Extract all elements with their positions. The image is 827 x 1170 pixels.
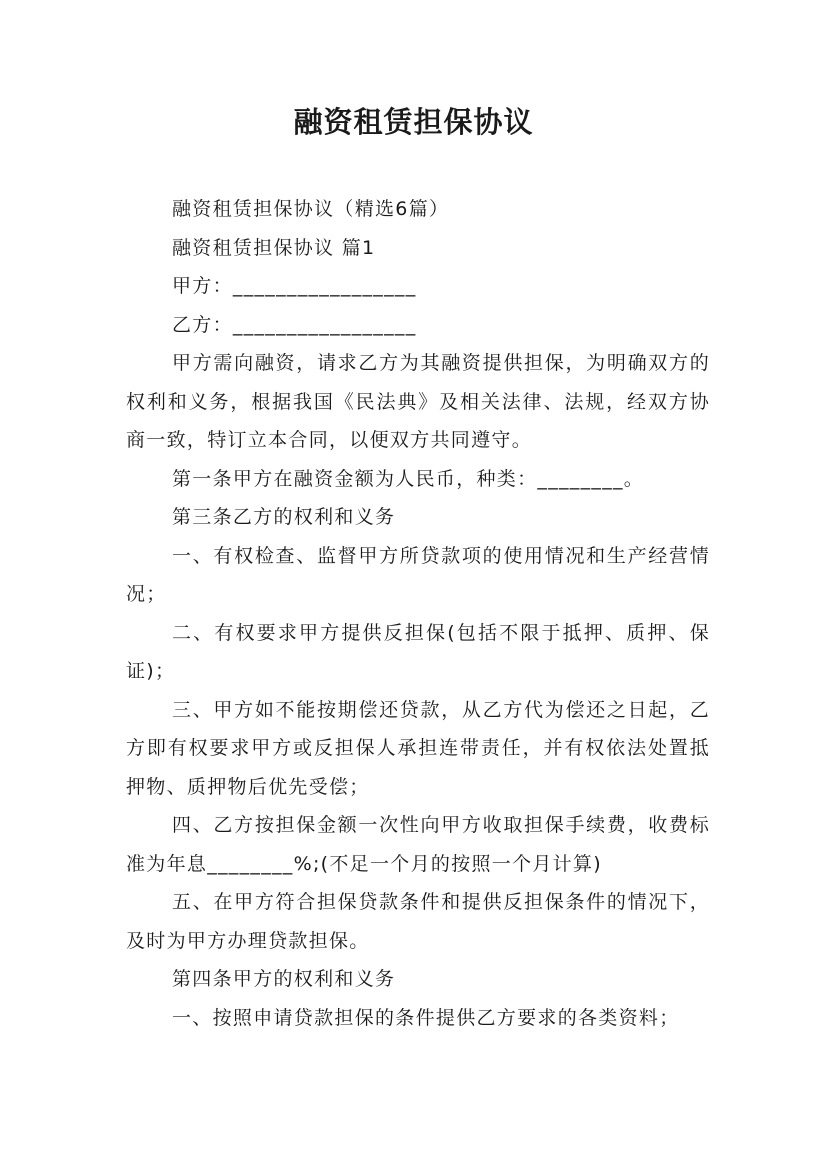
party-b-line: 乙方：_________________ xyxy=(172,313,417,336)
article-three-item-4: 四、乙方按担保金额一次性向甲方收取担保手续费，收费标准为年息________%;(不足一个月的按照一个月计算) xyxy=(126,814,710,875)
article-four-item-1: 一、按照申请贷款担保的条件提供乙方要求的各类资料； xyxy=(172,1006,680,1029)
paragraph-subtitle: 融资租赁担保协议（精选6篇） xyxy=(172,198,450,220)
paragraph-section-heading: 融资租赁担保协议 篇1 xyxy=(172,236,376,259)
document-body xyxy=(126,190,710,1037)
party-a-line: 甲方：_________________ xyxy=(172,275,417,297)
article-three-item-2: 二、有权要求甲方提供反担保(包括不限于抵押、质押、保证)； xyxy=(126,621,710,682)
article-four-heading: 第四条甲方的权利和义务 xyxy=(172,968,396,990)
document-title: 融资租赁担保协议 xyxy=(293,105,534,139)
article-three-item-5: 五、在甲方符合担保贷款条件和提供反担保条件的情况下，及时为甲方办理贷款担保。 xyxy=(126,891,710,952)
article-three-heading: 第三条乙方的权利和义务 xyxy=(172,506,396,528)
article-one: 第一条甲方在融资金额为人民币，种类：________。 xyxy=(172,467,645,490)
article-three-item-1: 一、有权检查、监督甲方所贷款项的使用情况和生产经营情况； xyxy=(126,544,710,605)
paragraph-preamble: 甲方需向融资，请求乙方为其融资提供担保，为明确双方的权利和义务，根据我国《民法典》及相关法律、法规，经双方协商一致，特订立本合同，以便双方共同遵守。 xyxy=(126,352,710,451)
article-three-item-3: 三、甲方如不能按期偿还贷款，从乙方代为偿还之日起，乙方即有权要求甲方或反担保人承担连带责任，并有权依法处置抵押物、质押物后优先受偿； xyxy=(126,698,710,798)
